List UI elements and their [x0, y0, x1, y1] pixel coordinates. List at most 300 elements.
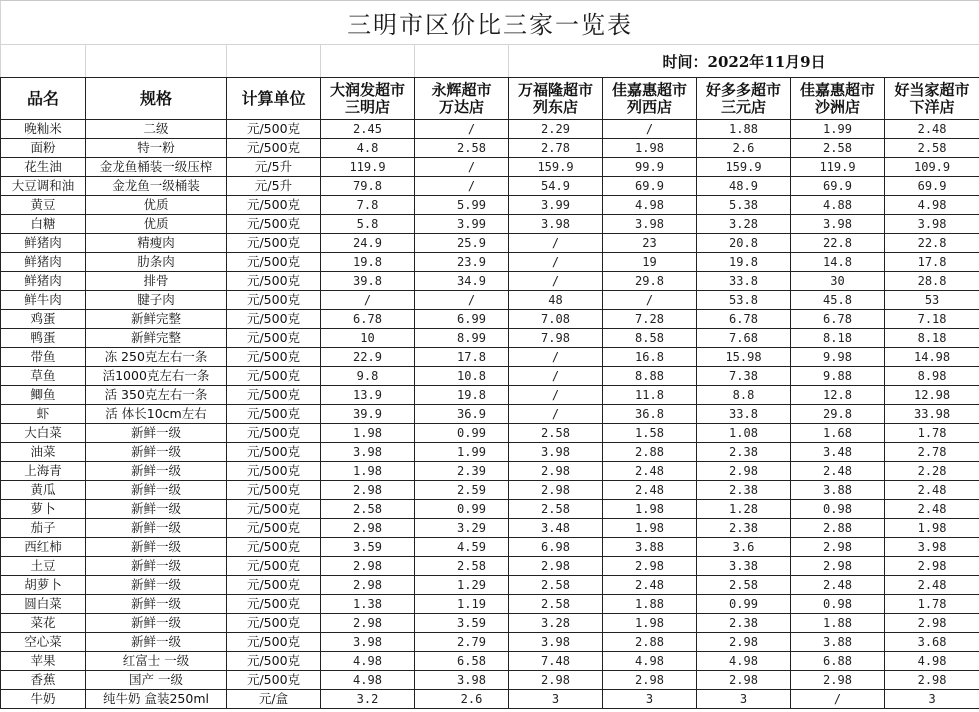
- cell-price-store-4[interactable]: 8.88: [603, 367, 697, 386]
- cell-price-store-4[interactable]: 1.98: [603, 139, 697, 158]
- cell-price-store-7[interactable]: 2.48: [885, 576, 979, 595]
- cell-price-store-7[interactable]: 1.78: [885, 424, 979, 443]
- cell-unit[interactable]: 元/500克: [227, 405, 321, 424]
- cell-price-store-3[interactable]: 2.29: [509, 120, 603, 139]
- cell-spec[interactable]: 新鲜一级: [86, 462, 227, 481]
- cell-price-store-4[interactable]: /: [603, 291, 697, 310]
- cell-price-store-6[interactable]: 2.98: [791, 671, 885, 690]
- cell-unit[interactable]: 元/500克: [227, 595, 321, 614]
- cell-price-store-5[interactable]: 19.8: [697, 253, 791, 272]
- cell-price-store-3[interactable]: 2.58: [509, 576, 603, 595]
- cell-spec[interactable]: 活 350克左右一条: [86, 386, 227, 405]
- cell-price-store-1[interactable]: 3.98: [321, 633, 415, 652]
- cell-product-name[interactable]: 鲜猪肉: [1, 234, 86, 253]
- cell-price-store-7[interactable]: 69.9: [885, 177, 979, 196]
- cell-product-name[interactable]: 黄瓜: [1, 481, 86, 500]
- cell-unit[interactable]: 元/500克: [227, 538, 321, 557]
- cell-price-store-1[interactable]: 19.8: [321, 253, 415, 272]
- cell-price-store-7[interactable]: 3.68: [885, 633, 979, 652]
- cell-spec[interactable]: 新鲜一级: [86, 633, 227, 652]
- cell-price-store-5[interactable]: 48.9: [697, 177, 791, 196]
- cell-product-name[interactable]: 白糖: [1, 215, 86, 234]
- cell-price-store-3[interactable]: /: [509, 272, 603, 291]
- cell-price-store-1[interactable]: 13.9: [321, 386, 415, 405]
- cell-product-name[interactable]: 鸭蛋: [1, 329, 86, 348]
- cell-spec[interactable]: 排骨: [86, 272, 227, 291]
- cell-price-store-1[interactable]: 22.9: [321, 348, 415, 367]
- cell-price-store-1[interactable]: /: [321, 291, 415, 310]
- cell-price-store-6[interactable]: 2.48: [791, 576, 885, 595]
- cell-product-name[interactable]: 上海青: [1, 462, 86, 481]
- cell-price-store-4[interactable]: 4.98: [603, 652, 697, 671]
- cell-price-store-3[interactable]: /: [509, 386, 603, 405]
- cell-spec[interactable]: 新鲜完整: [86, 310, 227, 329]
- cell-price-store-3[interactable]: 2.58: [509, 595, 603, 614]
- cell-price-store-1[interactable]: 2.98: [321, 557, 415, 576]
- cell-price-store-4[interactable]: 2.48: [603, 576, 697, 595]
- cell-price-store-2[interactable]: 36.9: [415, 405, 509, 424]
- cell-product-name[interactable]: 鲫鱼: [1, 386, 86, 405]
- cell-price-store-6[interactable]: 2.58: [791, 139, 885, 158]
- cell-product-name[interactable]: 茄子: [1, 519, 86, 538]
- cell-spec[interactable]: 新鲜一级: [86, 557, 227, 576]
- cell-price-store-7[interactable]: 12.98: [885, 386, 979, 405]
- cell-price-store-4[interactable]: 8.58: [603, 329, 697, 348]
- cell-price-store-1[interactable]: 2.98: [321, 481, 415, 500]
- cell-price-store-2[interactable]: 1.99: [415, 443, 509, 462]
- cell-price-store-3[interactable]: 3: [509, 690, 603, 709]
- cell-unit[interactable]: 元/5升: [227, 177, 321, 196]
- cell-product-name[interactable]: 黄豆: [1, 196, 86, 215]
- cell-price-store-5[interactable]: 2.38: [697, 481, 791, 500]
- cell-price-store-6[interactable]: /: [791, 690, 885, 709]
- cell-spec[interactable]: 新鲜完整: [86, 329, 227, 348]
- cell-price-store-4[interactable]: 3.98: [603, 215, 697, 234]
- cell-price-store-7[interactable]: 22.8: [885, 234, 979, 253]
- cell-price-store-3[interactable]: 2.58: [509, 424, 603, 443]
- cell-price-store-4[interactable]: 11.8: [603, 386, 697, 405]
- header-store-2[interactable]: [415, 78, 509, 120]
- cell-unit[interactable]: 元/500克: [227, 500, 321, 519]
- cell-price-store-6[interactable]: 0.98: [791, 500, 885, 519]
- cell-unit[interactable]: 元/500克: [227, 234, 321, 253]
- cell-price-store-5[interactable]: 3: [697, 690, 791, 709]
- cell-price-store-3[interactable]: 3.98: [509, 633, 603, 652]
- cell-price-store-4[interactable]: 99.9: [603, 158, 697, 177]
- cell-price-store-4[interactable]: 3: [603, 690, 697, 709]
- cell-price-store-6[interactable]: 2.98: [791, 538, 885, 557]
- cell-price-store-7[interactable]: 1.78: [885, 595, 979, 614]
- cell-price-store-7[interactable]: 28.8: [885, 272, 979, 291]
- cell-price-store-3[interactable]: 2.98: [509, 557, 603, 576]
- empty-cell[interactable]: [86, 45, 227, 78]
- cell-price-store-2[interactable]: 17.8: [415, 348, 509, 367]
- cell-price-store-7[interactable]: 2.98: [885, 557, 979, 576]
- cell-spec[interactable]: 活1000克左右一条: [86, 367, 227, 386]
- cell-price-store-7[interactable]: 2.48: [885, 500, 979, 519]
- cell-unit[interactable]: 元/500克: [227, 576, 321, 595]
- cell-price-store-3[interactable]: /: [509, 234, 603, 253]
- cell-price-store-2[interactable]: /: [415, 177, 509, 196]
- cell-price-store-6[interactable]: 29.8: [791, 405, 885, 424]
- cell-price-store-5[interactable]: 2.38: [697, 614, 791, 633]
- cell-price-store-6[interactable]: 2.98: [791, 557, 885, 576]
- cell-price-store-2[interactable]: 2.58: [415, 557, 509, 576]
- cell-price-store-5[interactable]: 1.08: [697, 424, 791, 443]
- cell-price-store-1[interactable]: 2.45: [321, 120, 415, 139]
- cell-spec[interactable]: 新鲜一级: [86, 576, 227, 595]
- empty-cell[interactable]: [321, 45, 415, 78]
- cell-spec[interactable]: 新鲜一级: [86, 614, 227, 633]
- cell-price-store-2[interactable]: /: [415, 158, 509, 177]
- cell-unit[interactable]: 元/500克: [227, 253, 321, 272]
- cell-price-store-6[interactable]: 9.88: [791, 367, 885, 386]
- cell-product-name[interactable]: 虾: [1, 405, 86, 424]
- cell-price-store-1[interactable]: 4.98: [321, 652, 415, 671]
- header-store-1[interactable]: [321, 78, 415, 120]
- cell-price-store-3[interactable]: 3.98: [509, 443, 603, 462]
- cell-spec[interactable]: 新鲜一级: [86, 424, 227, 443]
- cell-price-store-2[interactable]: 6.58: [415, 652, 509, 671]
- cell-price-store-5[interactable]: 3.6: [697, 538, 791, 557]
- cell-price-store-2[interactable]: 3.59: [415, 614, 509, 633]
- cell-product-name[interactable]: 大豆调和油: [1, 177, 86, 196]
- cell-spec[interactable]: 活 体长10cm左右: [86, 405, 227, 424]
- cell-unit[interactable]: 元/500克: [227, 481, 321, 500]
- cell-price-store-3[interactable]: 2.98: [509, 462, 603, 481]
- cell-unit[interactable]: 元/500克: [227, 633, 321, 652]
- cell-price-store-1[interactable]: 10: [321, 329, 415, 348]
- cell-price-store-5[interactable]: 53.8: [697, 291, 791, 310]
- cell-price-store-2[interactable]: 4.59: [415, 538, 509, 557]
- cell-unit[interactable]: 元/500克: [227, 424, 321, 443]
- cell-price-store-7[interactable]: 2.48: [885, 481, 979, 500]
- cell-price-store-5[interactable]: 5.38: [697, 196, 791, 215]
- cell-price-store-6[interactable]: 45.8: [791, 291, 885, 310]
- cell-spec[interactable]: 特一粉: [86, 139, 227, 158]
- header-spec[interactable]: 规格: [86, 78, 227, 120]
- cell-price-store-4[interactable]: 2.98: [603, 557, 697, 576]
- cell-price-store-2[interactable]: 2.39: [415, 462, 509, 481]
- cell-price-store-3[interactable]: /: [509, 348, 603, 367]
- page-title[interactable]: 三明市区价比三家一览表: [1, 1, 979, 45]
- cell-price-store-7[interactable]: 3.98: [885, 215, 979, 234]
- cell-price-store-5[interactable]: 0.99: [697, 595, 791, 614]
- cell-unit[interactable]: 元/500克: [227, 519, 321, 538]
- header-store-7[interactable]: [885, 78, 979, 120]
- cell-unit[interactable]: 元/500克: [227, 652, 321, 671]
- cell-unit[interactable]: 元/500克: [227, 386, 321, 405]
- cell-price-store-3[interactable]: 2.58: [509, 500, 603, 519]
- cell-product-name[interactable]: 草鱼: [1, 367, 86, 386]
- cell-unit[interactable]: 元/500克: [227, 196, 321, 215]
- cell-spec[interactable]: 金龙鱼一级桶装: [86, 177, 227, 196]
- cell-price-store-5[interactable]: 1.28: [697, 500, 791, 519]
- cell-price-store-3[interactable]: /: [509, 253, 603, 272]
- cell-product-name[interactable]: 油菜: [1, 443, 86, 462]
- cell-price-store-4[interactable]: 2.48: [603, 481, 697, 500]
- cell-product-name[interactable]: 圆白菜: [1, 595, 86, 614]
- cell-price-store-6[interactable]: 4.88: [791, 196, 885, 215]
- empty-cell[interactable]: [415, 45, 509, 78]
- cell-price-store-4[interactable]: 1.88: [603, 595, 697, 614]
- cell-unit[interactable]: 元/500克: [227, 215, 321, 234]
- cell-price-store-6[interactable]: 0.98: [791, 595, 885, 614]
- cell-price-store-1[interactable]: 1.38: [321, 595, 415, 614]
- cell-price-store-3[interactable]: 48: [509, 291, 603, 310]
- cell-price-store-1[interactable]: 2.98: [321, 614, 415, 633]
- cell-price-store-7[interactable]: 33.98: [885, 405, 979, 424]
- cell-price-store-2[interactable]: 19.8: [415, 386, 509, 405]
- cell-price-store-5[interactable]: 15.98: [697, 348, 791, 367]
- cell-price-store-2[interactable]: 2.58: [415, 139, 509, 158]
- cell-price-store-1[interactable]: 1.98: [321, 462, 415, 481]
- cell-product-name[interactable]: 鲜猪肉: [1, 272, 86, 291]
- cell-price-store-1[interactable]: 4.8: [321, 139, 415, 158]
- cell-price-store-5[interactable]: 20.8: [697, 234, 791, 253]
- cell-price-store-2[interactable]: 3.99: [415, 215, 509, 234]
- cell-price-store-2[interactable]: 6.99: [415, 310, 509, 329]
- cell-price-store-1[interactable]: 2.58: [321, 500, 415, 519]
- cell-price-store-5[interactable]: 2.38: [697, 443, 791, 462]
- cell-price-store-7[interactable]: 109.9: [885, 158, 979, 177]
- cell-price-store-3[interactable]: /: [509, 367, 603, 386]
- cell-price-store-5[interactable]: 159.9: [697, 158, 791, 177]
- cell-price-store-1[interactable]: 79.8: [321, 177, 415, 196]
- cell-price-store-4[interactable]: 1.58: [603, 424, 697, 443]
- cell-unit[interactable]: 元/500克: [227, 614, 321, 633]
- cell-unit[interactable]: 元/500克: [227, 139, 321, 158]
- cell-price-store-6[interactable]: 69.9: [791, 177, 885, 196]
- cell-price-store-6[interactable]: 3.88: [791, 481, 885, 500]
- cell-price-store-6[interactable]: 2.48: [791, 462, 885, 481]
- cell-product-name[interactable]: 空心菜: [1, 633, 86, 652]
- cell-price-store-5[interactable]: 6.78: [697, 310, 791, 329]
- cell-price-store-4[interactable]: 16.8: [603, 348, 697, 367]
- cell-price-store-7[interactable]: 14.98: [885, 348, 979, 367]
- cell-unit[interactable]: 元/500克: [227, 310, 321, 329]
- cell-price-store-7[interactable]: 2.98: [885, 614, 979, 633]
- cell-price-store-1[interactable]: 3.59: [321, 538, 415, 557]
- cell-unit[interactable]: 元/500克: [227, 671, 321, 690]
- cell-spec[interactable]: 新鲜一级: [86, 595, 227, 614]
- cell-price-store-1[interactable]: 24.9: [321, 234, 415, 253]
- cell-price-store-7[interactable]: 2.28: [885, 462, 979, 481]
- cell-price-store-5[interactable]: 2.38: [697, 519, 791, 538]
- header-store-3[interactable]: [509, 78, 603, 120]
- cell-price-store-2[interactable]: 2.6: [415, 690, 509, 709]
- cell-product-name[interactable]: 菜花: [1, 614, 86, 633]
- cell-price-store-4[interactable]: 7.28: [603, 310, 697, 329]
- cell-product-name[interactable]: 牛奶: [1, 690, 86, 709]
- cell-price-store-2[interactable]: 2.79: [415, 633, 509, 652]
- cell-price-store-2[interactable]: 3.98: [415, 671, 509, 690]
- cell-price-store-3[interactable]: /: [509, 405, 603, 424]
- cell-price-store-5[interactable]: 8.8: [697, 386, 791, 405]
- cell-price-store-5[interactable]: 4.98: [697, 652, 791, 671]
- cell-product-name[interactable]: 胡萝卜: [1, 576, 86, 595]
- cell-price-store-3[interactable]: 6.98: [509, 538, 603, 557]
- cell-price-store-3[interactable]: 159.9: [509, 158, 603, 177]
- cell-price-store-2[interactable]: 0.99: [415, 500, 509, 519]
- cell-price-store-1[interactable]: 1.98: [321, 424, 415, 443]
- cell-price-store-4[interactable]: 4.98: [603, 196, 697, 215]
- cell-price-store-2[interactable]: 34.9: [415, 272, 509, 291]
- cell-price-store-6[interactable]: 119.9: [791, 158, 885, 177]
- cell-price-store-1[interactable]: 9.8: [321, 367, 415, 386]
- cell-unit[interactable]: 元/500克: [227, 348, 321, 367]
- cell-price-store-7[interactable]: 8.98: [885, 367, 979, 386]
- cell-price-store-4[interactable]: 36.8: [603, 405, 697, 424]
- cell-price-store-1[interactable]: 3.98: [321, 443, 415, 462]
- cell-price-store-5[interactable]: 2.98: [697, 633, 791, 652]
- cell-price-store-4[interactable]: 1.98: [603, 519, 697, 538]
- cell-price-store-6[interactable]: 1.68: [791, 424, 885, 443]
- cell-price-store-5[interactable]: 2.98: [697, 462, 791, 481]
- cell-spec[interactable]: 国产 一级: [86, 671, 227, 690]
- header-unit[interactable]: 计算单位: [227, 78, 321, 120]
- cell-price-store-7[interactable]: 3: [885, 690, 979, 709]
- cell-price-store-6[interactable]: 3.88: [791, 633, 885, 652]
- cell-price-store-3[interactable]: 3.48: [509, 519, 603, 538]
- cell-price-store-2[interactable]: 3.29: [415, 519, 509, 538]
- cell-price-store-4[interactable]: 3.88: [603, 538, 697, 557]
- cell-price-store-2[interactable]: 25.9: [415, 234, 509, 253]
- cell-price-store-2[interactable]: 0.99: [415, 424, 509, 443]
- cell-price-store-3[interactable]: 2.98: [509, 481, 603, 500]
- cell-price-store-7[interactable]: 3.98: [885, 538, 979, 557]
- cell-product-name[interactable]: 萝卜: [1, 500, 86, 519]
- cell-product-name[interactable]: 花生油: [1, 158, 86, 177]
- empty-cell[interactable]: [1, 45, 86, 78]
- cell-price-store-4[interactable]: 69.9: [603, 177, 697, 196]
- header-store-6[interactable]: [791, 78, 885, 120]
- cell-price-store-2[interactable]: 5.99: [415, 196, 509, 215]
- cell-price-store-1[interactable]: 39.8: [321, 272, 415, 291]
- cell-price-store-6[interactable]: 8.18: [791, 329, 885, 348]
- cell-price-store-1[interactable]: 39.9: [321, 405, 415, 424]
- cell-product-name[interactable]: 面粉: [1, 139, 86, 158]
- cell-price-store-4[interactable]: 2.88: [603, 633, 697, 652]
- cell-price-store-3[interactable]: 3.99: [509, 196, 603, 215]
- cell-price-store-6[interactable]: 9.98: [791, 348, 885, 367]
- cell-price-store-5[interactable]: 2.98: [697, 671, 791, 690]
- cell-price-store-4[interactable]: 23: [603, 234, 697, 253]
- cell-price-store-5[interactable]: 33.8: [697, 405, 791, 424]
- cell-unit[interactable]: 元/500克: [227, 329, 321, 348]
- cell-spec[interactable]: 二级: [86, 120, 227, 139]
- cell-product-name[interactable]: 带鱼: [1, 348, 86, 367]
- cell-price-store-1[interactable]: 2.98: [321, 576, 415, 595]
- cell-price-store-5[interactable]: 7.38: [697, 367, 791, 386]
- header-store-4[interactable]: [603, 78, 697, 120]
- cell-spec[interactable]: 新鲜一级: [86, 519, 227, 538]
- cell-unit[interactable]: 元/500克: [227, 272, 321, 291]
- cell-price-store-4[interactable]: 1.98: [603, 500, 697, 519]
- cell-price-store-1[interactable]: 7.8: [321, 196, 415, 215]
- cell-price-store-7[interactable]: 8.18: [885, 329, 979, 348]
- cell-price-store-1[interactable]: 2.98: [321, 519, 415, 538]
- cell-unit[interactable]: 元/500克: [227, 367, 321, 386]
- cell-price-store-1[interactable]: 119.9: [321, 158, 415, 177]
- cell-price-store-7[interactable]: 2.78: [885, 443, 979, 462]
- cell-price-store-3[interactable]: 54.9: [509, 177, 603, 196]
- cell-spec[interactable]: 金龙鱼桶装一级压榨: [86, 158, 227, 177]
- cell-price-store-2[interactable]: 1.19: [415, 595, 509, 614]
- cell-price-store-6[interactable]: 2.88: [791, 519, 885, 538]
- cell-price-store-3[interactable]: 2.98: [509, 671, 603, 690]
- cell-spec[interactable]: 精瘦肉: [86, 234, 227, 253]
- cell-price-store-1[interactable]: 4.98: [321, 671, 415, 690]
- cell-price-store-3[interactable]: 7.48: [509, 652, 603, 671]
- cell-unit[interactable]: 元/5升: [227, 158, 321, 177]
- cell-price-store-6[interactable]: 1.99: [791, 120, 885, 139]
- cell-price-store-1[interactable]: 6.78: [321, 310, 415, 329]
- cell-product-name[interactable]: 香蕉: [1, 671, 86, 690]
- cell-spec[interactable]: 冻 250克左右一条: [86, 348, 227, 367]
- cell-unit[interactable]: 元/500克: [227, 291, 321, 310]
- cell-price-store-4[interactable]: 2.48: [603, 462, 697, 481]
- cell-unit[interactable]: 元/盒: [227, 690, 321, 709]
- cell-spec[interactable]: 肋条肉: [86, 253, 227, 272]
- cell-price-store-7[interactable]: 2.98: [885, 671, 979, 690]
- cell-price-store-2[interactable]: 1.29: [415, 576, 509, 595]
- cell-price-store-5[interactable]: 1.88: [697, 120, 791, 139]
- cell-product-name[interactable]: 晚籼米: [1, 120, 86, 139]
- cell-price-store-7[interactable]: 2.58: [885, 139, 979, 158]
- cell-price-store-7[interactable]: 17.8: [885, 253, 979, 272]
- cell-price-store-4[interactable]: 2.98: [603, 671, 697, 690]
- cell-price-store-1[interactable]: 3.2: [321, 690, 415, 709]
- cell-price-store-3[interactable]: 3.98: [509, 215, 603, 234]
- cell-price-store-2[interactable]: 10.8: [415, 367, 509, 386]
- cell-price-store-1[interactable]: 5.8: [321, 215, 415, 234]
- cell-product-name[interactable]: 苹果: [1, 652, 86, 671]
- cell-price-store-6[interactable]: 1.88: [791, 614, 885, 633]
- cell-unit[interactable]: 元/500克: [227, 120, 321, 139]
- cell-price-store-4[interactable]: /: [603, 120, 697, 139]
- cell-price-store-2[interactable]: 2.59: [415, 481, 509, 500]
- cell-spec[interactable]: 新鲜一级: [86, 481, 227, 500]
- cell-price-store-6[interactable]: 3.48: [791, 443, 885, 462]
- cell-product-name[interactable]: 鲜牛肉: [1, 291, 86, 310]
- cell-product-name[interactable]: 大白菜: [1, 424, 86, 443]
- cell-product-name[interactable]: 鲜猪肉: [1, 253, 86, 272]
- cell-price-store-5[interactable]: 2.58: [697, 576, 791, 595]
- cell-price-store-3[interactable]: 3.28: [509, 614, 603, 633]
- cell-unit[interactable]: 元/500克: [227, 443, 321, 462]
- cell-unit[interactable]: 元/500克: [227, 462, 321, 481]
- cell-spec[interactable]: 红富士 一级: [86, 652, 227, 671]
- cell-price-store-4[interactable]: 19: [603, 253, 697, 272]
- cell-price-store-5[interactable]: 2.6: [697, 139, 791, 158]
- cell-price-store-6[interactable]: 3.98: [791, 215, 885, 234]
- cell-product-name[interactable]: 土豆: [1, 557, 86, 576]
- cell-product-name[interactable]: 鸡蛋: [1, 310, 86, 329]
- cell-price-store-5[interactable]: 33.8: [697, 272, 791, 291]
- cell-price-store-7[interactable]: 4.98: [885, 652, 979, 671]
- cell-price-store-2[interactable]: 8.99: [415, 329, 509, 348]
- cell-price-store-5[interactable]: 3.38: [697, 557, 791, 576]
- header-name[interactable]: 品名: [1, 78, 86, 120]
- cell-price-store-5[interactable]: 3.28: [697, 215, 791, 234]
- cell-price-store-6[interactable]: 14.8: [791, 253, 885, 272]
- cell-price-store-6[interactable]: 12.8: [791, 386, 885, 405]
- cell-spec[interactable]: 新鲜一级: [86, 443, 227, 462]
- cell-price-store-3[interactable]: 7.98: [509, 329, 603, 348]
- cell-price-store-7[interactable]: 1.98: [885, 519, 979, 538]
- cell-price-store-6[interactable]: 22.8: [791, 234, 885, 253]
